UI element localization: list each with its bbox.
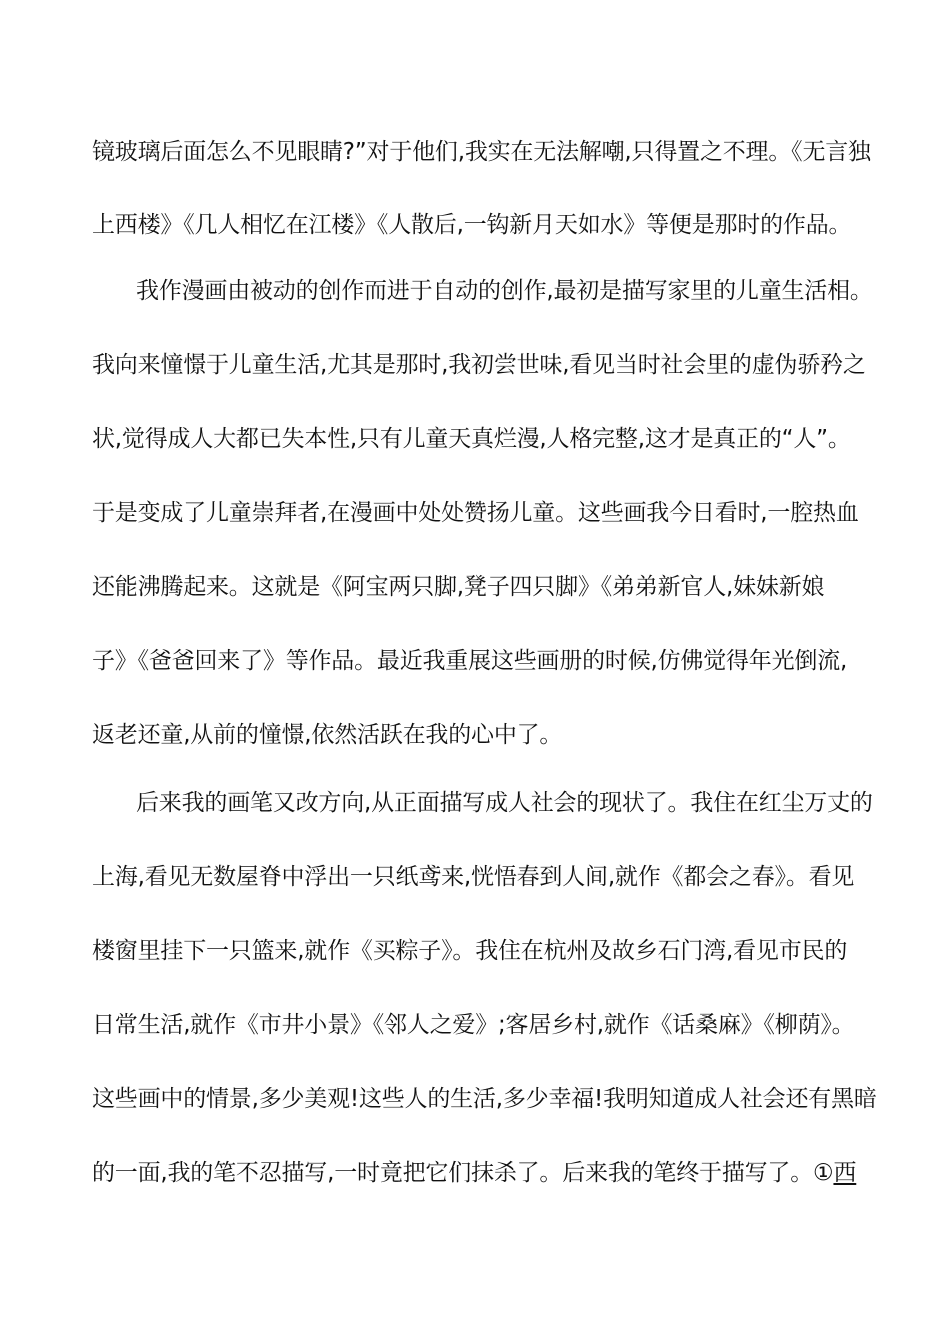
text-line-4: 我向来憧憬于儿童生活,尤其是那时,我初尝世味,看见当时社会里的虚伪骄矜之: [92, 352, 866, 378]
text-line-6: 于是变成了儿童崇拜者,在漫画中处处赞扬儿童。这些画我今日看时,一腔热血: [92, 500, 859, 526]
text-line-1: 镜玻璃后面怎么不见眼睛?”对于他们,我实在无法解嘲,只得置之不理。《无言独: [92, 139, 871, 165]
text-line-8: 子》《爸爸回来了》等作品。最近我重展这些画册的时候,仿佛觉得年光倒流,: [92, 648, 848, 674]
text-line-7: 还能沸腾起来。这就是《阿宝两只脚,凳子四只脚》《弟弟新官人,妹妹新娘: [92, 574, 825, 600]
text-line-15: [92, 1158, 872, 1188]
underlined-text: 西: [833, 1160, 857, 1186]
text-line-12: 楼窗里挂下一只篮来,就作《买粽子》。我住在杭州及故乡石门湾,看见市民的: [92, 938, 848, 964]
text-line-9: 返老还童,从前的憧憬,依然活跃在我的心中了。: [92, 722, 563, 748]
text-line-15-main: 的一面,我的笔不忍描写,一时竟把它们抹杀了。后来我的笔终于描写了。①: [92, 1160, 834, 1186]
text-line-13: 日常生活,就作《市井小景》《邻人之爱》;客居乡村,就作《话桑麻》《柳荫》。: [92, 1012, 855, 1038]
text-line-11: 上海,看见无数屋脊中浮出一只纸鸢来,恍悟春到人间,就作《都会之春》。看见: [92, 864, 855, 890]
paragraph-2-first-line: 我作漫画由被动的创作而进于自动的创作,最初是描写家里的儿童生活相。: [136, 278, 873, 304]
text-line-14: 这些画中的情景,多少美观!这些人的生活,多少幸福!我明知道成人社会还有黑暗: [92, 1086, 877, 1112]
text-line-2: 上西楼》《几人相忆在江楼》《人散后,一钩新月天如水》等便是那时的作品。: [92, 212, 852, 238]
text-line-5: 状,觉得成人大都已失本性,只有儿童天真烂漫,人格完整,这才是真正的“人”。: [92, 426, 851, 452]
paragraph-3-first-line: 后来我的画笔又改方向,从正面描写成人社会的现状了。我住在红尘万丈的: [136, 790, 873, 816]
